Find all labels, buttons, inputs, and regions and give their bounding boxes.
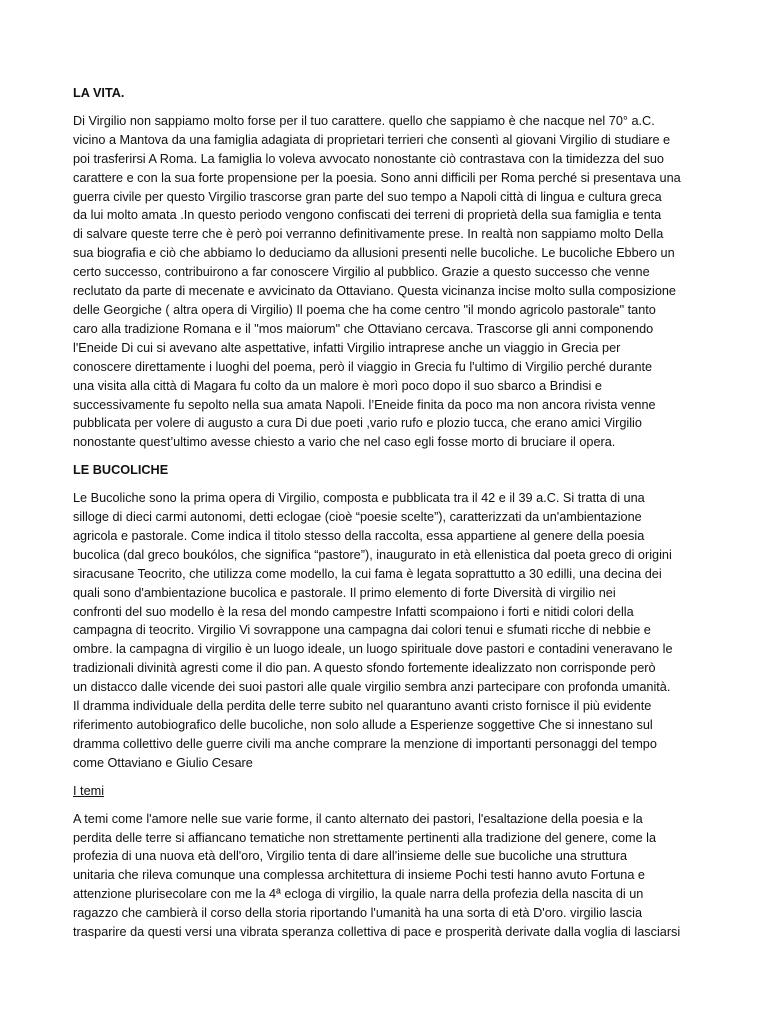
text-line: A temi come l'amore nelle sue varie forme, il canto alternato dei pastori, l'esaltazione della poesia e la — [73, 811, 643, 826]
text-line: profezia di una nuova età dell'oro, Virgilio tenta di dare all'insieme delle sue bucoliche una struttura — [73, 849, 628, 864]
text-line: trasparire da questi versi una vibrata speranza collettiva di pace e prosperità derivate dalla voglia di lasciarsi — [73, 925, 681, 940]
text-line: poi trasferirsi A Roma. La famiglia lo voleva avvocato nonostante ciò contrastava con la timidezza del suo — [73, 151, 664, 166]
text-line: ragazzo che cambierà il corso della storia riportando l'umanità ha una sorta di età D'oro. virgilio lascia — [73, 906, 643, 921]
text-line: Di Virgilio non sappiamo molto forse per il tuo carattere. quello che sappiamo è che nacque nel 70° a.C. — [73, 113, 655, 128]
text-line: silloge di dieci carmi autonomi, detti eclogae (cioè “poesie scelte”), caratterizzati da un'ambientazione — [73, 510, 642, 525]
text-line: un distacco dalle vicende dei suoi pastori alle quale virgilio sembra anzi partecipare con profonda umanità. — [73, 680, 671, 695]
text-line: successivamente fu sepolto nella sua amata Napoli. l’Eneide finita da poco ma non ancora rivista venne — [73, 397, 656, 412]
text-line: ombre. la campagna di virgilio è un luogo ideale, un luogo spirituale dove pastori e contadini veneravano le — [73, 642, 673, 657]
text-line: confronti del suo modello è la resa del mondo campestre Infatti scompaiono i forti e nitidi colori della — [73, 604, 634, 619]
text-line: campagna di teocrito. Virgilio Vi sovrappone una campagna dai colori tenui e sfumati ricche di nebbie e — [73, 623, 651, 638]
paragraph-la-vita — [73, 112, 697, 452]
section-title-la-vita: LA VITA. — [73, 86, 125, 100]
text-line: quali sono d'ambientazione bucolica e pastorale. Il primo elemento di forte Diversità di virgilio nei — [73, 585, 616, 600]
text-line: attenzione plurisecolare con me la 4ª ecloga di virgilio, la quale narra della profezia della nascita di un — [73, 887, 644, 902]
text-line: sua biografia e ciò che abbiamo lo deduciamo da allusioni presenti nelle bucoliche. Le bucoliche Ebbero un — [73, 246, 675, 261]
text-line: pubblicata per volere di augusto a cura Di due poeti ,vario rufo e plozio tucca, che erano amici Virgilio — [73, 416, 642, 431]
text-line: come Ottaviano e Giulio Cesare — [73, 755, 253, 770]
text-line: carattere e con la sua forte propensione per la poesia. Sono anni difficili per Roma perché si presentava una — [73, 170, 681, 185]
text-line: vicino a Mantova da una famiglia adagiata di proprietari terrieri che consentì al giovani Virgilio di studiare e — [73, 132, 671, 147]
text-line: nonostante quest’ultimo avesse chiesto a vario che nel caso egli fosse morto di bruciare il opera. — [73, 435, 616, 450]
paragraph-i-temi — [73, 810, 697, 942]
text-line: delle Georgiche ( altra opera di Virgilio) Il poema che ha come centro "il mondo agricolo pastorale" tanto — [73, 302, 656, 317]
section-title-le-bucoliche: LE BUCOLICHE — [73, 463, 169, 478]
text-line: certo successo, contribuirono a far conoscere Virgilio al pubblico. Grazie a questo successo che venne — [73, 265, 650, 280]
text-line: caro alla tradizione Romana e il "mos maiorum" che Ottaviano cercava. Trascorse gli anni componendo — [73, 321, 654, 336]
text-line: Le Bucoliche sono la prima opera di Virgilio, composta e pubblicata tra il 42 e il 39 a.C. Si tratta di una — [73, 491, 645, 506]
text-line: perdita delle terre si affiancano tematiche non strettamente pertinenti alla tradizione del genere, come la — [73, 830, 657, 845]
text-line: dramma collettivo delle guerre civili ma anche comprare la menzione di importanti personaggi del tempo — [73, 736, 657, 751]
text-line: riferimento autobiografico delle bucoliche, non solo allude a Esperienze soggettive Che si innestano sul — [73, 718, 653, 732]
text-line: unitaria che rileva comunque una complessa architettura di insieme Pochi testi hanno avuto Fortuna e — [73, 868, 645, 883]
text-line: tradizionali divinità agresti come il dio pan. A questo sfondo fortemente idealizzato non corrisponde però — [73, 661, 656, 676]
text-line: l'Eneide Di cui si avevano alte aspettative, infatti Virgilio intraprese anche un viaggio in Grecia per — [73, 340, 621, 355]
text-line: di salvare queste terre che è però poi verranno definitivamente prese. In realtà non sappiamo molto Della — [73, 227, 664, 242]
section-title-i-temi: I temi — [73, 783, 105, 798]
document-page — [73, 84, 697, 951]
paragraph-le-bucoliche — [73, 489, 697, 773]
text-line: reclutato da parte di mecenate e avvicinato da Ottaviano. Questa vicinanza incise molto sulla composizione — [73, 284, 676, 299]
text-line: siracusane Teocrito, che utilizza come modello, la cui fama è legata soprattutto a 30 edilli, una decina dei — [73, 566, 662, 581]
text-line: da lui molto amata .In questo periodo vengono confiscati dei terreni di proprietà della sua famiglia e tenta — [73, 208, 662, 223]
text-line: una visita alla città di Magara fu colto da un malore è morì poco dopo il suo sbarco a Brindisi e — [73, 378, 602, 393]
text-line: agricola e pastorale. Come indica il titolo stesso della raccolta, essa appartiene al genere della poesia — [73, 528, 645, 543]
text-line: guerra civile per questo Virgilio trascorse gran parte del suo tempo a Napoli città di lingua e cultura greca — [73, 189, 662, 204]
text-line: Il dramma individuale della perdita delle terre subito nel quarantuno avanti cristo fornisce il più evidente — [73, 699, 652, 714]
text-line: bucolica (dal greco boukólos, che significa “pastore”), inaugurato in età ellenistica dal poeta greco di origini — [73, 547, 672, 562]
text-line: conoscere direttamente i luoghi del poema, però il viaggio in Grecia fu l'ultimo di Virgilio perché durante — [73, 359, 653, 374]
